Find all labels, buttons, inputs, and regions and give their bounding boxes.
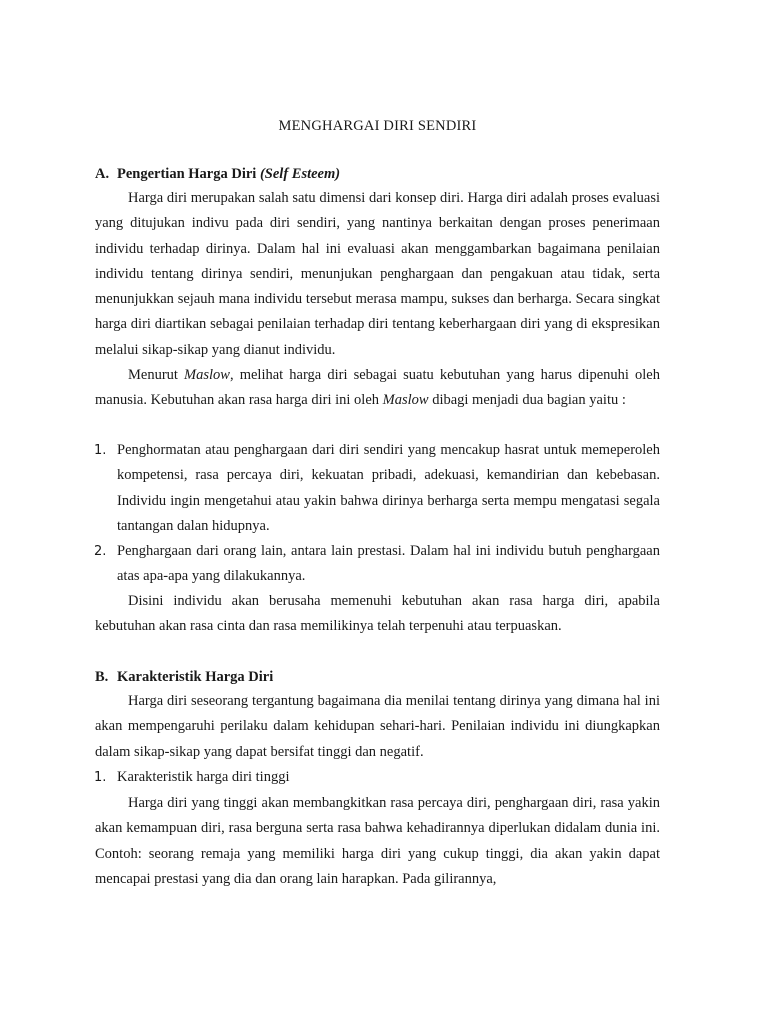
list-item-number: 1. [94,770,107,785]
section-a-paragraph-1: Harga diri merupakan salah satu dimensi dari konsep diri. Harga diri adalah proses evaluasi yang ditujukan indivu pada diri sendiri, yang nantinya berkaitan dengan proses penerimaan individu terhadap dirinya. Dalam hal ini evaluasi akan menggambarkan bagaimana penilaian individu tentang dirinya sendiri, menunjukan penghargaan dan pengakuan atau tidak, serta menunjukkan sejauh mana individu tersebut merasa mampu, sukses dan berharga. Secara singkat harga diri diartikan sebagai penilaian terhadap diri tentang keberhargaan diri yang di ekspresikan melalui sikap-sikap yang dianut individu. [95,190,660,358]
list-item-number: 1. [94,443,107,458]
document-title: MENGHARGAI DIRI SENDIRI [278,118,477,134]
section-a-heading-italic: (Self Esteem) [259,166,341,182]
list-item-number: 2. [94,544,107,559]
section-a-heading [95,164,340,184]
para2-text-2: , melihat harga diri sebagai suatu kebutuhan yang harus dipenuhi oleh manusia. Kebutuhan akan rasa harga diri ini oleh [95,367,660,409]
list-item-text: Penghormatan atau penghargaan dari diri sendiri yang mencakup hasrat untuk memeperoleh kompetensi, rasa percaya diri, kekuatan pribadi, adekuasi, kemandirian dan kebebasan. Individu ingin mengetahui atau yakin bahwa dirinya berharga serta mempu mengatasi segala tantangan dalan hidupnya. [117,442,660,534]
para2-text-3: dibagi menjadi dua bagian yaitu : [428,392,626,409]
para2-text-1: Menurut [128,367,185,383]
section-a-paragraph-2 [95,363,660,414]
section-b-paragraph-2: Harga diri yang tinggi akan membangkitkan rasa percaya diri, penghargaan diri, rasa yakin akan kemampuan diri, rasa berguna serta rasa bahwa kehadirannya diperlukan didalam dunia ini. Contoh: seorang remaja yang memiliki harga diri yang cukup tinggi, dia akan yakin dapat mencapai prestasi yang dia dan orang lain harapkan. Pada gilirannya, [95,795,660,887]
list-item-text: Karakteristik harga diri tinggi [117,769,290,785]
list-item [95,539,660,590]
section-b-paragraph-1: Harga diri seseorang tergantung bagaimana dia menilai tentang dirinya yang dimana hal ini akan mempengaruhi perilaku dalam kehidupan sehari-hari. Penilaian individu ini diungkapkan dalam sikap-sikap yang dapat bersifat tinggi dan negatif. [95,693,660,760]
maslow-italic-1: Maslow [184,367,230,383]
section-a-paragraph-3: Disini individu akan berusaha memenuhi kebutuhan akan rasa harga diri, apabila kebutuhan akan rasa cinta dan rasa memilikinya telah terpenuhi atau terpuaskan. [95,593,660,635]
section-a-heading-text: Pengertian Harga Diri [117,166,260,182]
list-item-text: Penghargaan dari orang lain, antara lain prestasi. Dalam hal ini individu butuh penghargaan atas apa-apa yang dilakukannya. [117,543,660,585]
section-a-letter: A. [95,166,110,182]
document-page [95,0,660,1024]
section-b-heading [95,667,273,687]
section-b-letter: B. [95,669,109,685]
list-item [95,438,660,539]
maslow-italic-2: Maslow [382,392,429,409]
section-b-heading-text: Karakteristik Harga Diri [117,669,274,685]
list-item [95,765,660,790]
